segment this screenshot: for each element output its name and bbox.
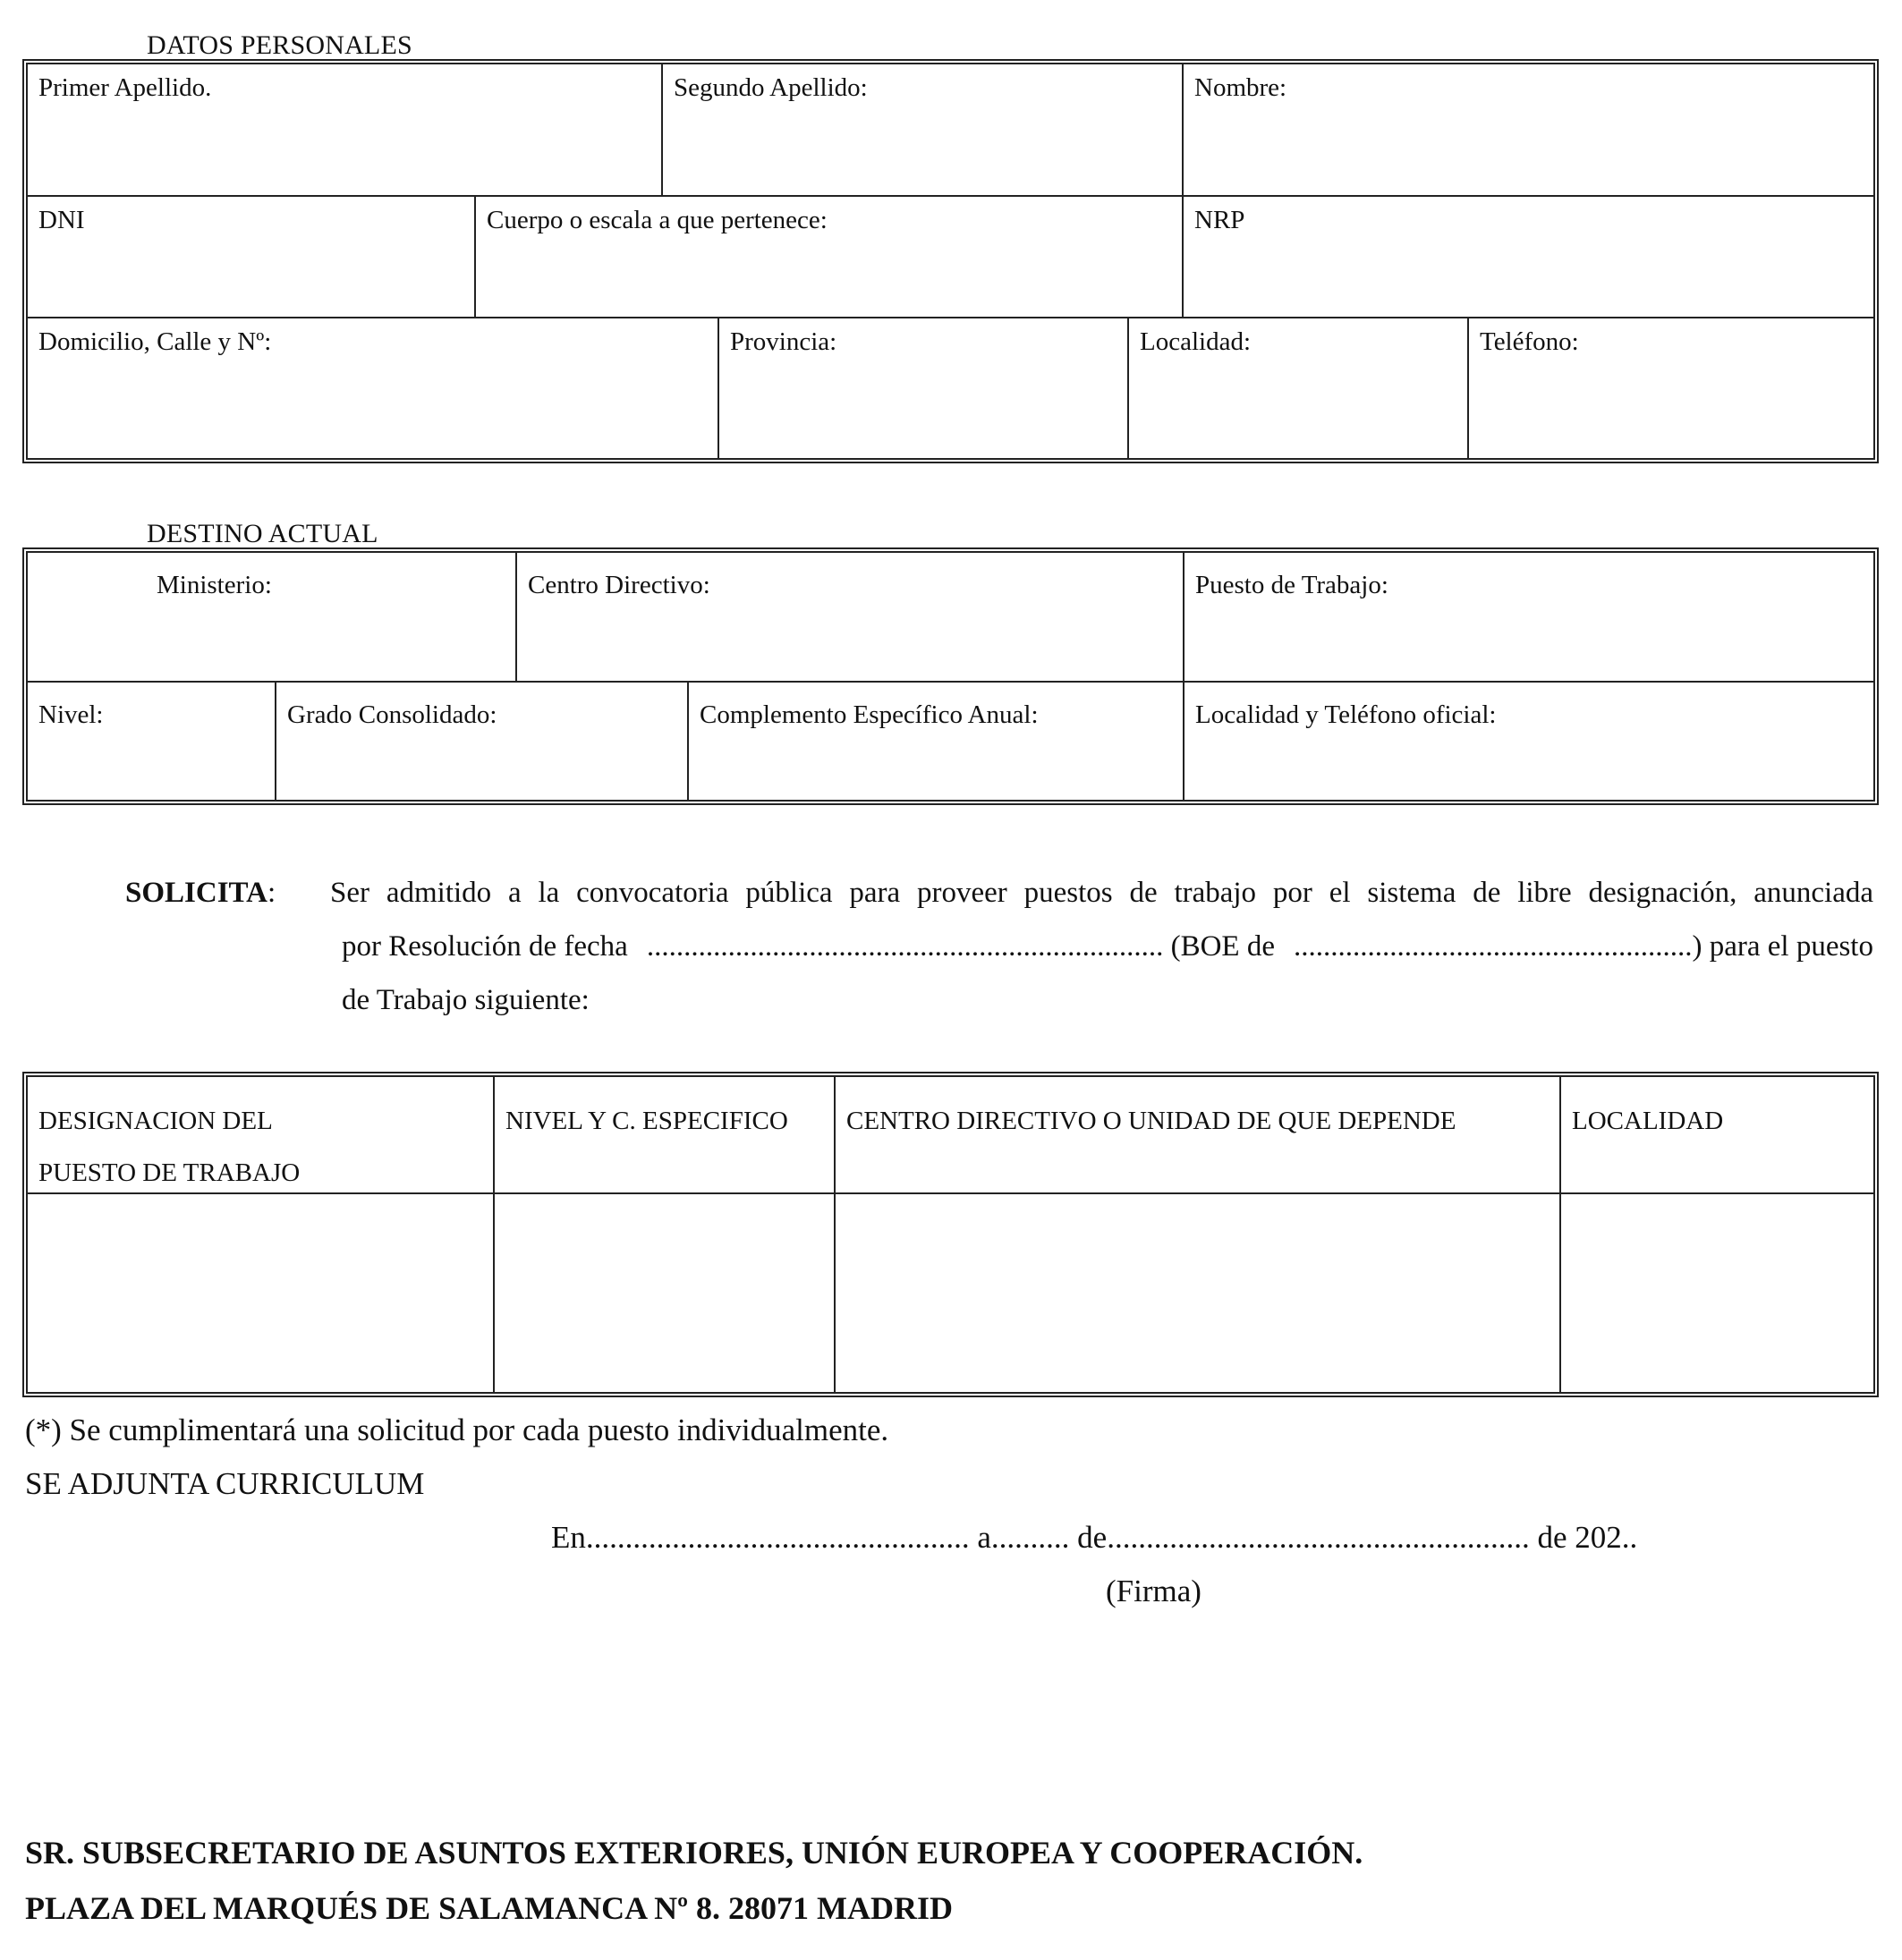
header-post-designation-text: [38, 1095, 300, 1199]
nrp-field[interactable]: [1182, 197, 1873, 317]
province-field[interactable]: [717, 318, 1127, 458]
specific-complement-label: Complemento Específico Anual:: [700, 700, 1039, 729]
place-date-line[interactable]: En................................................. a.......... de...................................................... de 202..: [551, 1520, 1638, 1555]
official-locality-phone-label: Localidad y Teléfono oficial:: [1195, 700, 1497, 729]
addressee-line-1: SR. SUBSECRETARIO DE ASUNTOS EXTERIORES, UNIÓN EUROPEA Y COOPERACIÓN.: [25, 1835, 1363, 1871]
directorate-unit-cell[interactable]: [834, 1194, 1559, 1392]
second-surname-label: Segundo Apellido:: [674, 73, 868, 102]
dni-field[interactable]: [28, 197, 474, 317]
resolution-date-label: por Resolución de fecha: [342, 930, 628, 963]
ministry-field[interactable]: [28, 553, 515, 681]
current-post-row-1: [28, 553, 1873, 681]
directorate-label: Centro Directivo:: [528, 571, 710, 599]
locality-field[interactable]: [1127, 318, 1467, 458]
request-label-text: SOLICITA: [125, 877, 267, 909]
resolution-date-blank[interactable]: ...................................................................... (BOE de: [646, 930, 1275, 963]
job-position-label: Puesto de Trabajo:: [1195, 571, 1388, 599]
request-label-colon: :: [267, 877, 276, 909]
locality-cell[interactable]: [1559, 1194, 1873, 1392]
header-level: [493, 1077, 834, 1192]
personal-data-title: DATOS PERSONALES: [147, 30, 412, 60]
post-designation-cell[interactable]: [28, 1194, 493, 1392]
header-post-designation-line-1: DESIGNACION DEL: [38, 1107, 273, 1135]
consolidated-grade-label: Grado Consolidado:: [287, 700, 497, 729]
first-surname-field[interactable]: [28, 64, 661, 195]
individual-request-note: (*) Se cumplimentará una solicitud por cada puesto individualmente.: [25, 1413, 889, 1447]
corps-field[interactable]: [474, 197, 1182, 317]
personal-data-box: [22, 59, 1879, 463]
address-field[interactable]: [28, 318, 717, 458]
header-level-text: NIVEL Y C. ESPECIFICO: [505, 1107, 788, 1135]
current-post-box: [22, 547, 1879, 805]
table-row: [28, 1192, 1873, 1392]
second-surname-field[interactable]: [661, 64, 1182, 195]
header-post-designation-line-2: PUESTO DE TRABAJO: [38, 1158, 301, 1187]
corps-label: Cuerpo o escala a que pertenece:: [487, 206, 828, 234]
ministry-label: Ministerio:: [157, 571, 272, 599]
personal-row-2: [28, 195, 1873, 317]
header-locality: [1559, 1077, 1873, 1192]
level-specific-cell[interactable]: [493, 1194, 834, 1392]
name-field[interactable]: [1182, 64, 1873, 195]
province-label: Provincia:: [730, 327, 837, 356]
attach-cv-note: SE ADJUNTA CURRICULUM: [25, 1466, 425, 1501]
locality-label: Localidad:: [1140, 327, 1252, 356]
personal-row-3: [28, 317, 1873, 458]
first-surname-label: Primer Apellido.: [38, 73, 212, 102]
header-directorate-text: CENTRO DIRECTIVO O UNIDAD DE QUE DEPENDE: [846, 1107, 1456, 1135]
official-locality-phone-field[interactable]: [1183, 683, 1873, 800]
address-label: Domicilio, Calle y Nº:: [38, 327, 272, 356]
current-post-row-2: [28, 681, 1873, 800]
current-post-title: DESTINO ACTUAL: [147, 519, 378, 548]
table-header-row: [28, 1077, 1873, 1192]
header-post-designation: [28, 1077, 493, 1192]
request-label: [125, 866, 276, 920]
header-directorate: [834, 1077, 1559, 1192]
header-locality-text: LOCALIDAD: [1572, 1107, 1724, 1135]
request-line-2: [342, 920, 1873, 973]
phone-field[interactable]: [1467, 318, 1873, 458]
level-label: Nivel:: [38, 700, 104, 729]
name-label: Nombre:: [1194, 73, 1287, 102]
directorate-field[interactable]: [515, 553, 1183, 681]
consolidated-grade-field[interactable]: [275, 683, 687, 800]
signature-label: (Firma): [1106, 1574, 1201, 1608]
request-line-3: de Trabajo siguiente:: [342, 984, 590, 1016]
specific-complement-field[interactable]: [687, 683, 1183, 800]
job-position-field[interactable]: [1183, 553, 1873, 681]
phone-label: Teléfono:: [1480, 327, 1579, 356]
dni-label: DNI: [38, 206, 85, 234]
request-line-1: Ser admitido a la convocatoria pública para proveer puestos de trabajo por el sistema de libre designación, anunciada: [330, 877, 1873, 909]
nrp-label: NRP: [1194, 206, 1245, 234]
boe-date-blank[interactable]: ......................................................) para el puesto: [1293, 930, 1873, 963]
level-field[interactable]: [28, 683, 275, 800]
requested-post-table: [22, 1072, 1879, 1397]
personal-row-1: [28, 64, 1873, 195]
addressee-line-2: PLAZA DEL MARQUÉS DE SALAMANCA Nº 8. 28071 MADRID: [25, 1890, 953, 1926]
